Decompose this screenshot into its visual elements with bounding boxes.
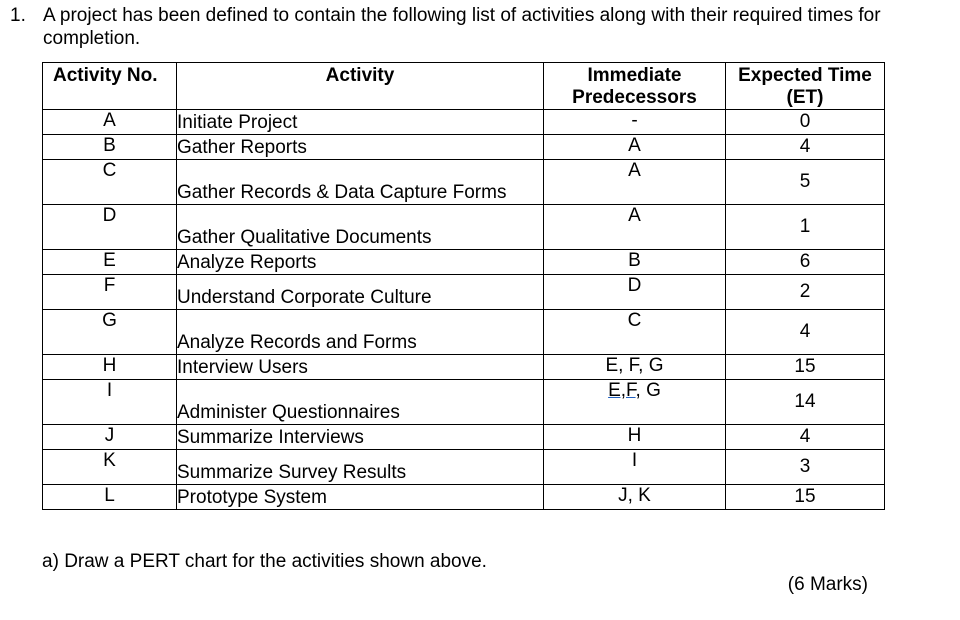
header-expected-time: Expected Time (ET) xyxy=(726,63,885,110)
predecessor-cell: - xyxy=(544,110,726,135)
expected-time-cell: 4 xyxy=(726,135,885,160)
expected-time-cell: 2 xyxy=(726,275,885,310)
table-row xyxy=(43,135,885,160)
activity-no-cell: L xyxy=(43,485,177,510)
header-predecessors: Immediate Predecessors xyxy=(544,63,726,110)
expected-time-cell: 4 xyxy=(726,310,885,355)
activity-no-cell: F xyxy=(43,275,177,310)
predecessor-cell: A xyxy=(544,205,726,250)
table-row xyxy=(43,450,885,485)
expected-time-cell: 1 xyxy=(726,205,885,250)
predecessor-cell: I xyxy=(544,450,726,485)
predecessor-cell: E, F, G xyxy=(544,355,726,380)
activity-cell: Administer Questionnaires xyxy=(177,380,544,425)
activity-cell: Initiate Project xyxy=(177,110,544,135)
marks-label: (6 Marks) xyxy=(787,574,868,595)
activity-no-cell: K xyxy=(43,450,177,485)
table-row xyxy=(43,355,885,380)
activity-no-cell: D xyxy=(43,205,177,250)
part-a xyxy=(42,550,487,573)
activity-cell: Gather Qualitative Documents xyxy=(177,205,544,250)
table-row xyxy=(43,310,885,355)
expected-time-cell: 15 xyxy=(726,355,885,380)
predecessor-cell: C xyxy=(544,310,726,355)
activity-no-cell: A xyxy=(43,110,177,135)
predecessor-cell: H xyxy=(544,425,726,450)
expected-time-cell: 4 xyxy=(726,425,885,450)
part-a-text: Draw a PERT chart for the activities shown above. xyxy=(64,551,487,572)
activity-cell: Prototype System xyxy=(177,485,544,510)
table-header-row xyxy=(43,63,885,110)
predecessor-cell: B xyxy=(544,250,726,275)
predecessor-cell: A xyxy=(544,160,726,205)
activity-no-cell: E xyxy=(43,250,177,275)
activities-table xyxy=(42,62,885,510)
activity-cell: Interview Users xyxy=(177,355,544,380)
table-row xyxy=(43,205,885,250)
activity-cell: Gather Reports xyxy=(177,135,544,160)
table-row xyxy=(43,380,885,425)
part-a-label: a) xyxy=(42,551,59,572)
table-row xyxy=(43,110,885,135)
question-number: 1. xyxy=(10,5,26,26)
activity-no-cell: C xyxy=(43,160,177,205)
header-activity: Activity xyxy=(177,63,544,110)
activity-cell: Summarize Survey Results xyxy=(177,450,544,485)
predecessor-rest-text: , G xyxy=(635,380,661,401)
table-row xyxy=(43,275,885,310)
question-1 xyxy=(10,4,910,50)
expected-time-cell: 5 xyxy=(726,160,885,205)
table-row xyxy=(43,485,885,510)
activity-cell: Analyze Reports xyxy=(177,250,544,275)
table-row xyxy=(43,160,885,205)
table-row xyxy=(43,425,885,450)
predecessor-cell: D xyxy=(544,275,726,310)
expected-time-cell: 0 xyxy=(726,110,885,135)
activity-cell: Summarize Interviews xyxy=(177,425,544,450)
expected-time-cell: 6 xyxy=(726,250,885,275)
predecessor-underlined-text: E,F xyxy=(608,380,636,401)
activity-no-cell: B xyxy=(43,135,177,160)
activity-cell: Analyze Records and Forms xyxy=(177,310,544,355)
activity-no-cell: G xyxy=(43,310,177,355)
activity-no-cell: H xyxy=(43,355,177,380)
header-activity-no: Activity No. xyxy=(43,63,177,110)
table-row xyxy=(43,250,885,275)
predecessor-cell: J, K xyxy=(544,485,726,510)
expected-time-cell: 15 xyxy=(726,485,885,510)
activity-cell: Understand Corporate Culture xyxy=(177,275,544,310)
activity-cell: Gather Records & Data Capture Forms xyxy=(177,160,544,205)
expected-time-cell: 3 xyxy=(726,450,885,485)
predecessor-cell: A xyxy=(544,135,726,160)
activity-no-cell: I xyxy=(43,380,177,425)
question-text: A project has been defined to contain the following list of activities along with their required times for completion. xyxy=(43,5,881,49)
predecessor-cell xyxy=(544,380,726,425)
expected-time-cell: 14 xyxy=(726,380,885,425)
activity-no-cell: J xyxy=(43,425,177,450)
